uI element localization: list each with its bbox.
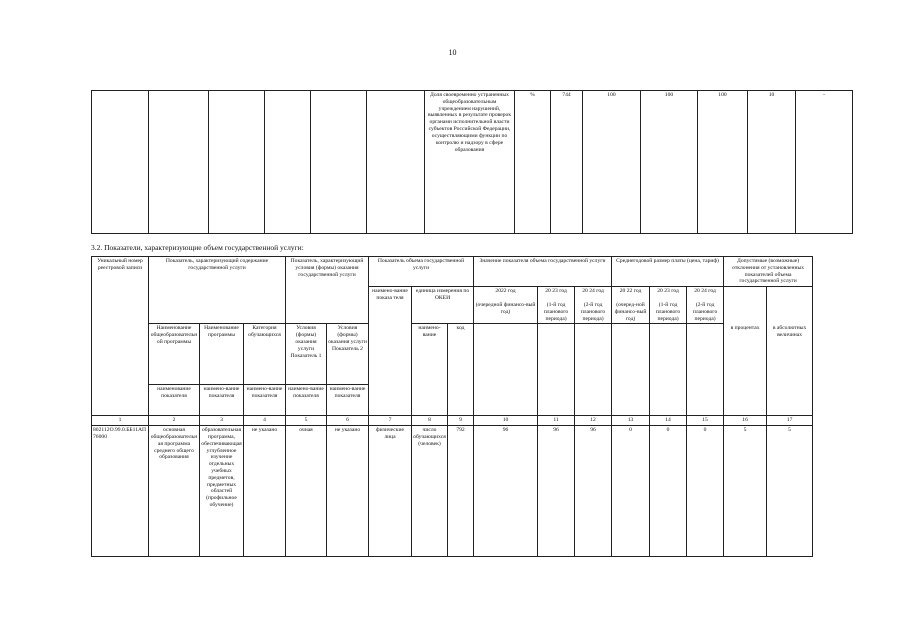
- unit-code-cell: 792: [448, 426, 474, 557]
- header-year-2024: 20 24 год (2-й год планового периода): [575, 287, 612, 324]
- volume-indicator-table: [91, 256, 813, 557]
- edu-program-cell: основная общеобразовательная программа среднего общего образования: [149, 426, 200, 557]
- header-fee-2022: 20 22 год (очеред-ной финансо-вый год): [612, 287, 650, 324]
- header-indicator-label: наименование показателя: [149, 385, 200, 416]
- column-number: 11: [538, 416, 575, 426]
- indicator-cell: физические лица: [369, 426, 412, 557]
- table-row: [92, 426, 813, 557]
- value-2024-cell: 96: [575, 426, 612, 557]
- header-indicator-label: наимено-вание показателя: [327, 385, 369, 416]
- column-number: 6: [327, 416, 369, 426]
- header-conditions: Показатель, характеризующий условия (формы) оказания государственной услуги: [286, 257, 369, 324]
- header-fee-2023: 20 23 год (1-й год планового периода): [650, 287, 687, 324]
- header-fee-2024: 20 24 год (2-й год планового периода): [687, 287, 724, 324]
- value-2022-cell: 100: [583, 91, 641, 234]
- column-number: 4: [244, 416, 286, 426]
- column-number: 16: [724, 416, 767, 426]
- column-number: 15: [687, 416, 724, 426]
- fee-2024-cell: 0: [687, 426, 724, 557]
- header-indicator-label: наимено-вание показателя: [200, 385, 244, 416]
- column-number: 1: [92, 416, 149, 426]
- unit-name-cell: число обучающихся (человек): [412, 426, 448, 557]
- column-number: 12: [575, 416, 612, 426]
- page-number: 10: [448, 48, 457, 57]
- column-number-row: [92, 416, 813, 426]
- column-number: 17: [767, 416, 813, 426]
- unit-cell: %: [515, 91, 551, 234]
- form-cell: очная: [286, 426, 327, 557]
- fee-2023-cell: 0: [650, 426, 687, 557]
- registry-number: 802112О.99.0.ББ11АП76000: [92, 426, 149, 557]
- header-volume-value: Значение показателя объема государственной услуги: [474, 257, 612, 287]
- header-fee: Среднегодовой размер платы (цена, тариф): [612, 257, 724, 287]
- column-number: 8: [412, 416, 448, 426]
- column-number: 14: [650, 416, 687, 426]
- header-condition-2: Условия (формы) оказания услуги Показатель 2: [327, 324, 369, 385]
- table-header-row: [92, 324, 813, 385]
- header-program: Наименование программы: [200, 324, 244, 385]
- deviation-abs-cell: -: [796, 91, 853, 234]
- column-number: 7: [369, 416, 412, 426]
- column-number: 2: [149, 416, 200, 426]
- header-year-2023: 20 23 год (1-й год планового периода): [538, 287, 575, 324]
- column-number: 13: [612, 416, 650, 426]
- header-volume: Показатель объема государственной услуги: [369, 257, 474, 287]
- header-content: Показатель, характеризующий содержание государственной услуги: [149, 257, 286, 324]
- category-cell: не указано: [244, 426, 286, 557]
- column-number: 5: [286, 416, 327, 426]
- fee-2022-cell: 0: [612, 426, 650, 557]
- value-2022-cell: 96: [474, 426, 538, 557]
- header-unit-name: наимено-вание: [412, 324, 448, 416]
- column-number: 3: [200, 416, 244, 426]
- header-indicator-name: наимено-вание показа теля: [369, 287, 412, 416]
- quality-indicator-table: [91, 90, 853, 234]
- value-2023-cell: 96: [538, 426, 575, 557]
- deviation-abs-cell: 5: [767, 426, 813, 557]
- table-row: [92, 91, 853, 234]
- table-header-row: [92, 257, 813, 287]
- header-indicator-label: наимено-вание показателя: [286, 385, 327, 416]
- deviation-percent-cell: 5: [724, 426, 767, 557]
- header-registry: Уникальный номер реестровой записи: [92, 257, 149, 416]
- value-2023-cell: 100: [641, 91, 698, 234]
- header-unit-okei: единица измерения по ОКЕИ: [412, 287, 474, 324]
- indicator-name: Доля своевременно устраненных общеобразовательным учреждением нарушений, выявленных в результате проверок органами исполнительной власти субъектов Российской Федерации, осуществляющими функции по контролю и надзору в сфере образования: [425, 91, 515, 234]
- header-allowed-deviation: Допустимые (возможные) отклонения от установленных показателей объема государственной услуги: [724, 257, 813, 287]
- header-year-2022: 2022 год (очередной финансо-вый год): [474, 287, 538, 324]
- deviation-percent-cell: 10: [748, 91, 796, 234]
- okei-cell: 744: [551, 91, 583, 234]
- header-in-percent: в процентах: [724, 324, 767, 416]
- section-title: 3.2. Показатели, характеризующие объем государственной услуги:: [91, 243, 304, 252]
- header-in-abs: в абсолютных величинах: [767, 324, 813, 416]
- value-2024-cell: 100: [698, 91, 748, 234]
- header-condition-1: Условия (формы) оказания услуги Показатель 1: [286, 324, 327, 385]
- condition-2-cell: не указано: [327, 426, 369, 557]
- program-cell: образовательная программа, обеспечивающая углубленное изучение отдельных учебных предметов, предметных областей (профильное обучение): [200, 426, 244, 557]
- header-edu-program: Наименование общеобразовательной программы: [149, 324, 200, 385]
- header-unit-code: код: [448, 324, 474, 416]
- header-indicator-label: наимено-вание показателя: [244, 385, 286, 416]
- column-number: 9: [448, 416, 474, 426]
- header-category: Категория обучающихся: [244, 324, 286, 385]
- column-number: 10: [474, 416, 538, 426]
